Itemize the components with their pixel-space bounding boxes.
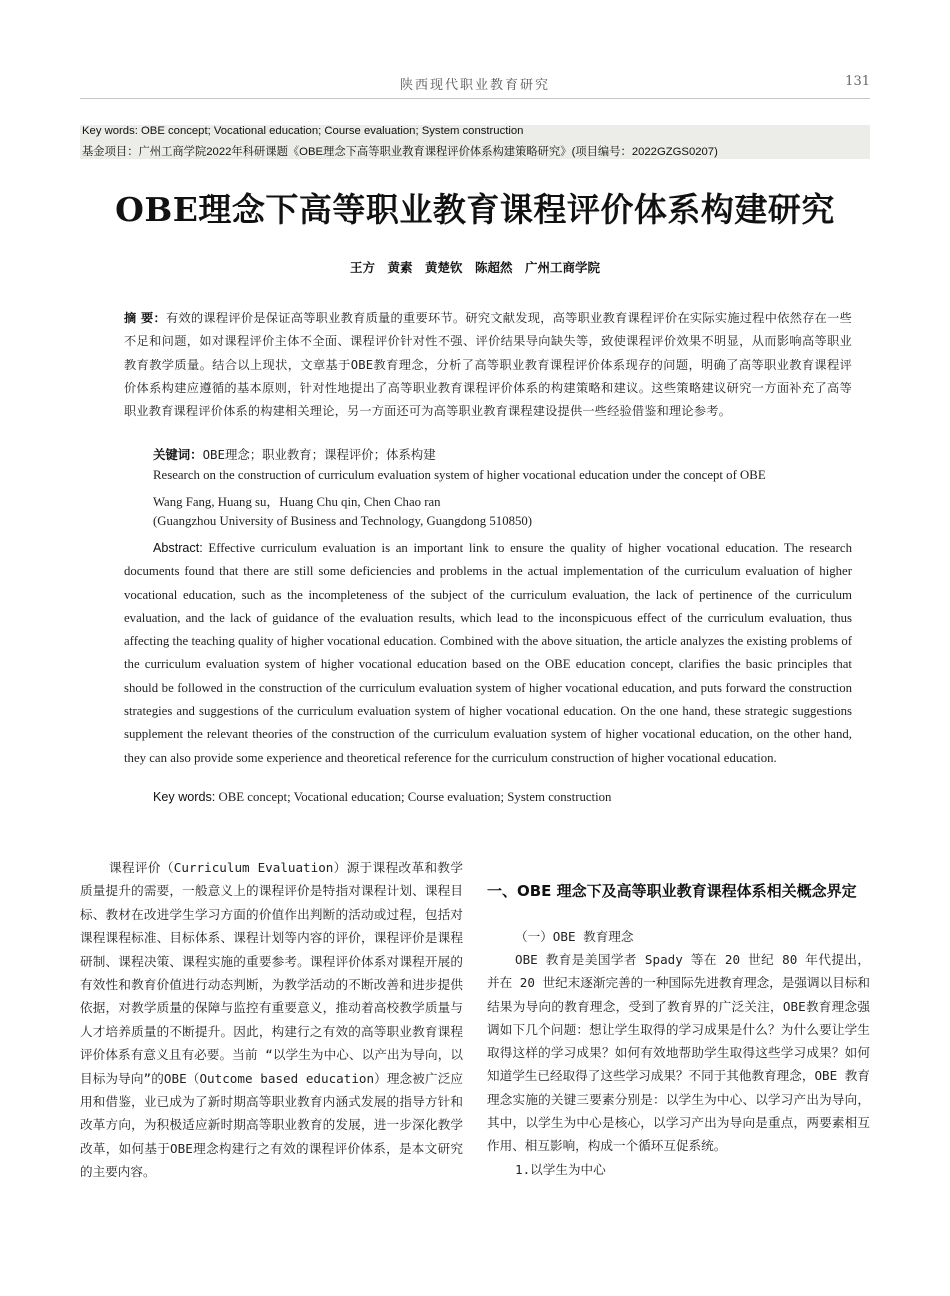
keywords-en-label: Key words: bbox=[153, 790, 216, 804]
metadata-box bbox=[80, 125, 870, 159]
keywords-en-text: OBE concept; Vocational education; Course evaluation; System construction bbox=[218, 790, 612, 804]
english-authors: Wang Fang, Huang su，Huang Chu qin, Chen Chao ran bbox=[153, 495, 441, 509]
abstract-en bbox=[124, 537, 852, 770]
abstract-cn-label: 摘 要： bbox=[124, 311, 166, 325]
page-number: 131 bbox=[845, 74, 870, 89]
abstract-cn-text: 有效的课程评价是保证高等职业教育质量的重要环节。研究文献发现，高等职业教育课程评价在实际实施过程中依然存在一些不足和问题，如对课程评价主体不全面、课程评价针对性不强、评价结果导向缺失等，致使课程评价效果不明显，从而影响高等职业教育教学质量。结合以上现状，文章基于OBE教育理念，分析了高等职业教育课程评价体系现存的问题，明确了高等职业教育课程评价体系构建应遵循的基本原则，针对性地提出了高等职业教育课程评价体系的构建策略和建议。这些策略建议研究一方面补充了高等职业教育课程评价体系的构建相关理论，另一方面还可为高等职业教育课程建设提供一些经验借鉴和理论参考。 bbox=[124, 311, 853, 419]
keywords-cn bbox=[153, 445, 436, 463]
body-right-column bbox=[487, 880, 870, 1181]
keywords-en bbox=[153, 790, 611, 805]
section-title: 一、OBE 理念下及高等职业教育课程体系相关概念界定 bbox=[487, 882, 857, 900]
abstract-en-text: Effective curriculum evaluation is an important link to ensure the quality of higher vocational education. The research documents found that there are still some deficiencies and problems in the actual implementation of the curriculum evaluation of higher vocational education, such as the incompleteness of the subject of the curriculum evaluation, the lack of pertinence of the curriculum evaluation, and the lack of guidance of the evaluation results, which lead to the inconspicuous effect of the curriculum evaluation, thus affecting the teaching quality of higher vocational education. Combined with the above situation, the article analyzes the existing problems of the curriculum evaluation system of higher vocational education based on the OBE education concept, clarifies the basic principles that should be followed in the construction of the curriculum evaluation system of higher vocational education, and puts forward the construction strategies and suggestions of the curriculum evaluation system of higher vocational education. On the one hand, these strategic suggestions supplement the relevant theories of the construction of the curriculum evaluation system of higher vocational education, on the other hand, they can also provide some experience and theoretical reference for the curriculum construction of higher vocational education. bbox=[124, 541, 852, 765]
page-header bbox=[80, 72, 870, 99]
abstract-en-label: Abstract: bbox=[153, 541, 203, 555]
english-affiliation: (Guangzhou University of Business and Technology, Guangdong 510850) bbox=[153, 514, 533, 528]
subsection-title: （一）OBE 教育理念 bbox=[515, 929, 634, 944]
keywords-cn-text: OBE理念；职业教育；课程评价；体系构建 bbox=[202, 447, 436, 462]
list-item-heading: 1.以学生为中心 bbox=[515, 1161, 606, 1177]
author-line: 王方 黄素 黄楚钦 陈超然 广州工商学院 bbox=[349, 260, 600, 275]
body-left-column: 课程评价（Curriculum Evaluation）源于课程改革和教学质量提升的需要，一般意义上的课程评价是特指对课程计划、课程目标、教材在改进学生学习方面的价值作出判断的活动或过程，包括对课程课程标准、目标体系、课程计划等内容的评价，课程评价是课程研制、课程决策、课程实施的重要参考。课程评价体系对课程开展的有效性和教育价值进行动态判断，为教学活动的不断改善和进步提供依据，对教学质量的保障与监控有重要意义，推动着高校教学质量与人才培养质量的不断提升。因此，构建行之有效的高等职业教育课程评价体系有意义且有必要。当前 “以学生为中心、以产出为导向，以目标为导向”的OBE（Outcome based education）理念被广泛应用和借鉴，业已成为了新时期高等职业教育内涵式发展的指导方针和改革方向，为积极适应新时期高等职业教育的发展，进一步深化教学改革，如何基于OBE理念构建行之有效的课程评价体系，是本文研究的主要内容。 bbox=[80, 860, 463, 1180]
keywords-cn-label: 关键词： bbox=[153, 447, 203, 462]
infobox-keywords: Key words: OBE concept; Vocational education; Course evaluation; System construction bbox=[82, 125, 524, 137]
article-title: OBE理念下高等职业教育课程评价体系构建研究 bbox=[115, 190, 835, 229]
body-paragraph: OBE 教育是美国学者 Spady 等在 20 世纪 80 年代提出，并在 20 世纪末逐渐完善的一种国际先进教育理念，是强调以目标和结果为导向的教育理念，受到了教育界的广泛关注，OBE教育理念强调如下几个问题：想让学生取得的学习成果是什么？为什么要让学生取得这样的学习成果？如何有效地帮助学生取得这些学习成果？如何知道学生已经取得了这些学习成果？不同于其他教育理念，OBE 教育理念实施的关键三要素分别是：以学生为中心、以学习产出为导向，其中，以学生为中心是核心，以学习产出为导向是重点，两要素相互作用、相互影响，构成一个循环互促系统。 bbox=[487, 952, 870, 1154]
abstract-cn bbox=[124, 307, 852, 423]
fund-line: 基金项目：广州工商学院2022年科研课题《OBE理念下高等职业教育课程评价体系构建策略研究》(项目编号：2022GZGS0207) bbox=[82, 146, 718, 158]
english-title: Research on the construction of curriculum evaluation system of higher vocational education under the concept of OBE bbox=[153, 468, 766, 482]
journal-name: 陕西现代职业教育研究 bbox=[399, 78, 550, 93]
